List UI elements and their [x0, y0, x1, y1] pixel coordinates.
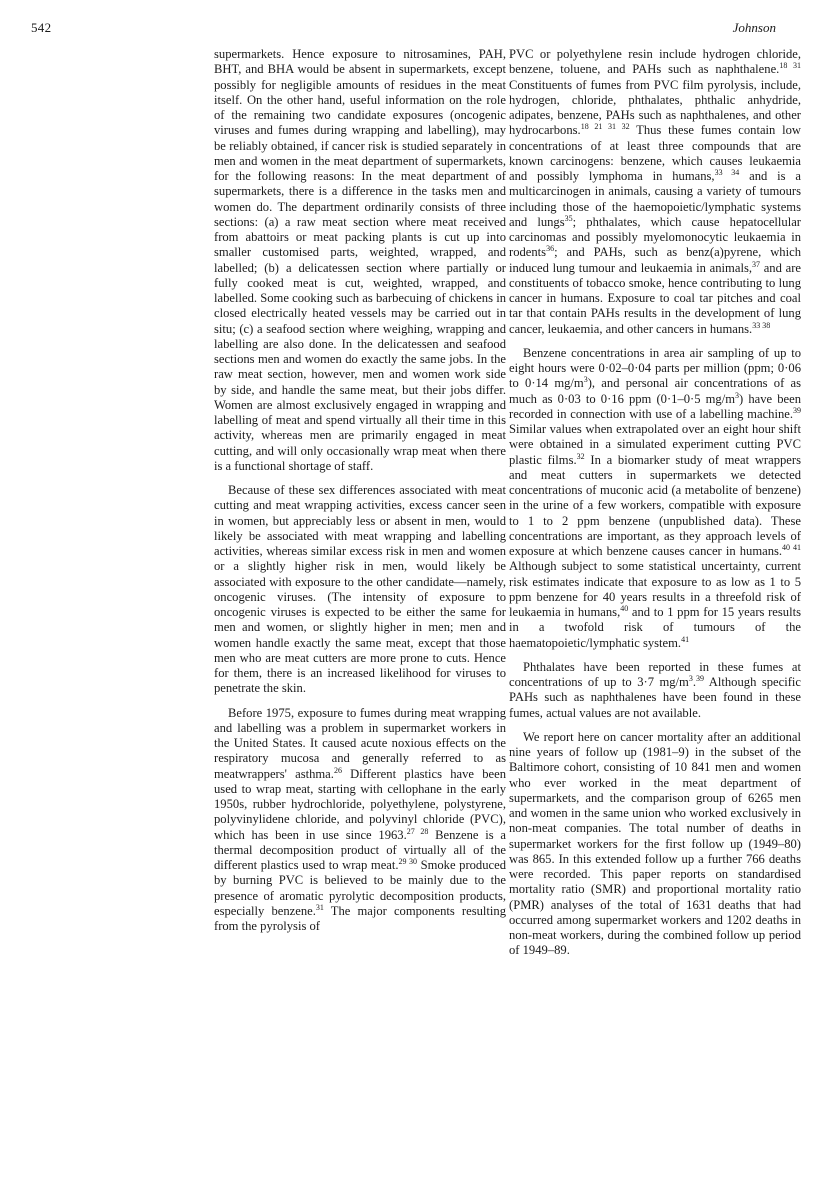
citation: 39 — [793, 405, 801, 415]
paragraph-phthalates: Phthalates have been reported in these fumes at concentrations of up to 3·7 $mg/m^3.^{39}$ Although specific PAHs such as naphthalenes have been found in these fumes, actual values are not available. — [509, 659, 802, 720]
paragraph-sex-differences-tasks: supermarkets. Hence exposure to nitrosamines, PAH, BHT, and BHA would be absent in supermarkets, except possibly for negligible amounts of residues in the meat itself. On the other hand, useful information on the role of the remaining two candidate exposures (oncogenic viruses and fumes during wrapping and labelling), may be reliably obtained, if cancer risk is studied separately in men and women in the meat department of supermarkets, for the following reasons: In the meat department of supermarkets, there is a difference in the tasks men and women do. The department ordinarily consists of three sections: (a) a raw meat section where meat received from abattoirs or meat packing plants is cut up into smaller customised parts, weighted, wrapped, and labelled; (b) a delicatessen section where partially or fully cooked meat is cut, weighted, wrapped, and labelled. Some cooking such as barbecuing of chickens in closed electrically heated vessels may be carried out in situ; (c) a seafood section where weighing, wrapping and labelling are also done. In the delicatessen and seafood sections men and women do exactly the same jobs. In the raw meat section, however, men and women work side by side, and handle the same meat, but their jobs differ. Women are almost exclusively engaged in wrapping and labelling of meat and spend virtually all their time in this activity, whereas men are primarily engaged in meat cutting, and will only occasionally wrap meat when there is a functional shortage of staff. — [214, 47, 506, 473]
paragraph-benzene-concentrations: Benzene concentrations in area air sampling of up to eight hours were 0·02–0·04 parts per million (ppm; 0·06 to 0·14 $mg/m^3$), and personal air concentrations of as much as 0·03 to 0·16 ppm (0·1–0·5 $mg/m^3$) have been recorded in connection with use of a labelling machine.$^{39}$ Similar values when extrapolated over an eight hour shift were obtained in a simulated experiment cutting PVC plastic films.$^{32}$ In a biomarker study of meat wrappers and meat cutters in supermarkets we detected concentrations of muconic acid (a metabolite of benzene) in the urine of a few workers, compatible with exposure to 1 to 2 ppm benzene (unpublished data). These concentrations are important, as they approach levels of exposure at which benzene causes cancer in humans.$^{40 41}$ Although subject to some statistical uncertainty, current risk estimates indicate that exposure to as low as 1 to 5 ppm benzene for 40 years results in a threefold risk of leukaemia in humans,$^{40}$ and to 1 ppm for 15 years results in a twofold risk of tumours of the haematopoietic/lymphatic system.$^{41}$ — [509, 345, 801, 650]
paragraph-fumes-history: Before 1975, exposure to fumes during meat wrapping and labelling was a problem in supermarket workers in the United States. It caused acute noxious effects on the respiratory mucosa and generally referred to as meatwrappers' asthma.$^{26}$ Different plastics have been used to wrap meat, starting with cellophane in the early 1950s, rubber hydrochloride, polyethylene, polystyrene, polyvinylidene chloride, and polyvinyl chloride (PVC), which has been in use since 1963.$^{27 28}$ Benzene is a thermal decomposition product of virtually all of the different plastics used to wrap meat.$^{29 30}$ Smoke produced by burning PVC is believed to be mainly due to the presence of aromatic pyrolytic decomposition products, especially benzene.$^{31}$ The major components resulting from the pyrolysis of — [214, 705, 507, 933]
citation: 27 28 — [406, 826, 429, 836]
citation: 31 — [315, 902, 324, 912]
citation: 33 38 — [752, 320, 771, 330]
citation: 41 — [681, 634, 690, 644]
citation: 18 21 31 32 — [580, 122, 630, 132]
citation: 32 — [576, 451, 585, 461]
citation: 40 41 — [782, 543, 801, 552]
page-number: 542 — [31, 20, 52, 35]
citation: 26 — [333, 765, 342, 775]
citation: 37 — [752, 259, 760, 269]
citation: 33 34 — [714, 168, 740, 177]
citation: 39 — [696, 674, 705, 683]
citation: 36 — [546, 244, 555, 254]
citation: 29 30 — [398, 857, 417, 866]
paragraph-study-report: We report here on cancer mortality after an additional nine years of follow up (1981–9) in the subset of the Baltimore cohort, consisting of 10 841 men and women who ever worked in the meat department of supermarkets, and the comparison group of 6265 men and women in the same union who worked exclusively in non-meat companies. The total number of deaths in supermarket workers for the first follow up (1949–80) was 865. In this extended follow up a further 766 deaths were recorded. This paper reports on standardised mortality ratio (SMR) and proportional mortality ratio (PMR) analyses of the total of 1631 deaths that had occurred among supermarket workers and 1202 deaths in non-meat workers, during the combined follow up period of 1949–89. — [509, 729, 801, 958]
left-column — [214, 47, 506, 943]
running-head-author: Johnson — [732, 20, 776, 35]
citation: 18 31 — [779, 61, 801, 71]
citation: 35 — [564, 213, 573, 223]
paragraph-hypothesis: Because of these sex differences associated with meat cutting and meat wrapping activities, excess cancer seen in women, but appreciably less or absent in men, would likely be associated with meat wrapping and labelling activities, whereas similar excess risk in men and women or a slightly higher risk in men, would likely be associated with exposure to the other candidate—namely, oncogenic viruses. (The intensity of exposure to oncogenic viruses is expected to be either the same for men and women, or slightly higher in men; men and women handle exactly the same meat, except that those men who are meat cutters are more prone to cuts. Hence for them, there is an increased likelihood for viruses to penetrate the skin. — [214, 483, 506, 696]
citation: 40 — [620, 604, 629, 613]
paragraph-pyrolysis-products: PVC or polyethylene resin include hydrogen chloride, benzene, toluene, and PAHs such as naphthalene.$^{18 31}$ Constituents of fumes from PVC film pyrolysis, include, hydrogen, chloride, phthalates, phthalic anhydride, adipates, benzene, PAHs such as naphthalenes, and other hydrocarbons.$^{18 21 31 32}$ Thus these fumes contain low concentrations of at least three compounds that are known carcinogens: benzene, which causes leukaemia and possibly lymphoma in humans,$^{33 34}$ and is a multicarcinogen in animals, causing a variety of tumours including those of the haemopoietic/lymphatic systems and lungs$^{35}$; phthalates, which cause hepatocellular carcinomas and possibly myelomonocytic leukaemia in rodents$^{36}$; and PAHs, such as benz(a)pyrene, which induced lung tumour and leukaemia in animals,$^{37}$ and are constituents of tobacco smoke, hence contributing to lung cancer in humans. Exposure to coal tar pitches and coal tar that contain PAHs results in the development of lung cancer, leukaemia, and other cancers in humans.$^{33 38}$ — [509, 47, 801, 336]
right-column — [509, 47, 801, 968]
